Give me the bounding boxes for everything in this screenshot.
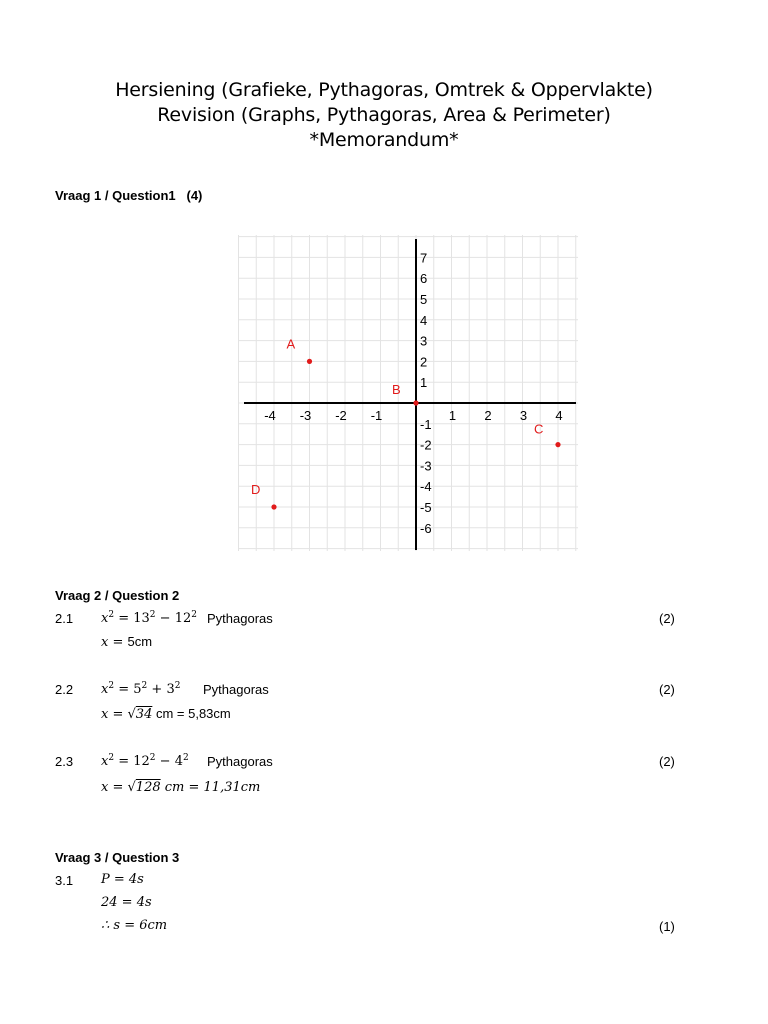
item-2-1-term-b-exponent: 2	[191, 610, 197, 620]
item-2-2-lhs-exponent: 2	[108, 681, 115, 691]
graph-axes	[244, 239, 576, 550]
question-2-heading: Vraag 2 / Question 2	[55, 588, 180, 603]
y-tick-label: -1	[420, 416, 432, 432]
y-tick-label: 5	[420, 292, 428, 307]
point-d-marker	[271, 504, 276, 509]
title-line-1: Hersiening (Grafieke, Pythagoras, Omtrek & Oppervlakte)	[115, 79, 653, 101]
x-tick-label: -1	[370, 408, 383, 423]
item-2-2-number: 2.2	[55, 682, 74, 697]
item-2-1-term-a: 13	[133, 611, 150, 626]
item-2-2-term-a-exponent: 2	[141, 681, 148, 691]
title-line-3: *Memorandum*	[309, 129, 459, 151]
item-3-1-line-3: ∴ s = 6cm	[101, 918, 168, 933]
x-tick-label: 3	[519, 408, 528, 423]
point-a-label: A	[286, 336, 296, 352]
item-2-1-answer	[101, 634, 152, 650]
y-tick-label: 7	[420, 250, 428, 266]
point-c-marker	[555, 442, 560, 447]
y-tick-label: -3	[420, 458, 432, 474]
item-2-3-answer-prefix: x =	[101, 780, 128, 795]
y-tick-label: 2	[420, 354, 428, 370]
item-2-3-operator: −	[159, 754, 171, 769]
x-tick-label: 1	[448, 408, 457, 423]
item-2-3-lhs-exponent: 2	[108, 753, 115, 763]
item-2-2-term-b: 3	[166, 682, 175, 697]
y-tick-label: -4	[420, 479, 432, 495]
question-1-heading: Vraag 1 / Question1 (4)	[55, 188, 203, 203]
item-3-1-mark: (1)	[659, 919, 675, 934]
item-2-2-mark: (2)	[659, 682, 675, 697]
item-2-1-answer-prefix: x =	[101, 635, 128, 650]
item-2-3-term-b-exponent: 2	[183, 753, 189, 763]
coordinate-graph	[0, 225, 768, 585]
item-2-3-answer-radicand: 128	[135, 780, 161, 795]
x-tick-label: -2	[335, 408, 347, 423]
graph-tick-labels	[264, 250, 562, 535]
item-2-3-equation: $x^2 = 12^2 - 4^2$	[101, 753, 189, 769]
item-2-3-number: 2.3	[55, 754, 74, 769]
title-line-2: Revision (Graphs, Pythagoras, Area & Perimeter)	[157, 104, 611, 126]
item-2-2-answer-prefix: x =	[101, 707, 128, 722]
item-2-2-lhs: x	[101, 682, 109, 697]
item-2-2-answer-value: cm = 5,83cm	[152, 706, 231, 721]
item-2-1-operator: −	[159, 611, 171, 626]
item-2-2-note: Pythagoras	[203, 682, 269, 697]
y-tick-label: 1	[420, 375, 428, 391]
graph-grid	[238, 235, 578, 551]
y-tick-label: -5	[420, 500, 432, 515]
y-tick-label: 6	[420, 271, 428, 287]
y-tick-label: -2	[420, 437, 432, 453]
item-2-1-number: 2.1	[55, 611, 74, 626]
item-2-3-lhs: x	[101, 754, 109, 769]
item-2-3-term-a-exponent: 2	[149, 753, 156, 763]
item-2-1-term-b: 12	[174, 611, 192, 626]
point-d-label: D	[251, 482, 261, 497]
point-a-marker	[307, 359, 312, 364]
point-b-label: B	[392, 382, 401, 397]
item-2-1-equation: $x^2 = 13^2 - 12^2$	[101, 610, 197, 626]
point-b-marker	[413, 400, 418, 405]
item-3-1-number: 3.1	[55, 873, 74, 888]
item-2-3-mark: (2)	[659, 754, 675, 769]
item-2-2-answer: x = √34 cm = 5,83cm	[101, 706, 231, 722]
item-2-2-operator: +	[151, 682, 163, 697]
item-2-1-lhs-exponent: 2	[108, 610, 115, 620]
graph-points	[251, 333, 561, 509]
x-tick-label: -3	[299, 408, 312, 423]
item-2-1-lhs: x	[101, 611, 109, 626]
item-2-1-note: Pythagoras	[207, 611, 273, 626]
x-tick-label: 2	[484, 408, 492, 423]
item-2-2-term-a: 5	[133, 682, 142, 697]
x-tick-label: -4	[264, 408, 276, 423]
question-3-heading: Vraag 3 / Question 3	[55, 850, 180, 865]
item-2-3-answer-value: cm = 11,31cm	[160, 780, 261, 795]
y-tick-label: 3	[420, 333, 428, 349]
point-c-label: C	[534, 421, 544, 437]
item-2-3-term-b: 4	[174, 754, 183, 769]
item-2-2-answer-radicand: 34	[135, 707, 153, 722]
item-2-3-note: Pythagoras	[207, 754, 273, 769]
item-3-1-line-2: 24 = 4s	[101, 895, 152, 910]
item-2-2-equation: $x^2 = 5^2 + 3^2$	[101, 681, 181, 697]
item-2-3-answer: x = √128 cm = 11,31cm	[101, 780, 261, 795]
item-2-2-term-b-exponent: 2	[174, 681, 181, 691]
item-2-3-term-a: 12	[133, 754, 150, 769]
item-2-1-term-a-exponent: 2	[149, 610, 156, 620]
x-tick-label: 4	[555, 408, 563, 423]
y-tick-label: 4	[420, 312, 428, 328]
item-3-1-line-1: P = 4s	[101, 872, 144, 887]
y-tick-label: -6	[420, 520, 432, 536]
item-2-1-answer-value: 5cm	[127, 634, 153, 649]
item-2-1-mark: (2)	[659, 611, 675, 626]
